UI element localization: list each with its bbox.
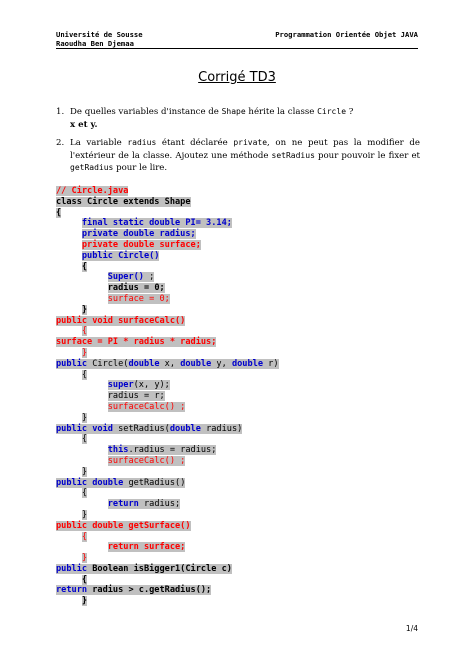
code-line [56, 510, 426, 521]
code-token: { [81, 434, 88, 445]
code-highlight [56, 564, 232, 574]
header-rule [56, 48, 418, 49]
code-highlight [56, 478, 185, 488]
code-token: public [56, 477, 88, 488]
code-token: surfaceCalc() ; [107, 455, 186, 466]
code-line [56, 370, 426, 381]
code-token: public void surfaceCalc() [56, 315, 186, 326]
code-highlight [56, 521, 191, 531]
code-highlight [108, 499, 180, 509]
code-line [56, 575, 426, 586]
question-text: pour pouvoir le fixer et [314, 150, 421, 161]
code-token: } [81, 509, 88, 520]
code-highlight [82, 575, 87, 585]
code-highlight [82, 413, 87, 423]
code-line [56, 316, 426, 327]
question-text: étant déclarée [156, 138, 234, 148]
code-token: Boolean isBigger1(Circle c) [87, 563, 232, 574]
code-token: r) [263, 358, 279, 369]
code-token: { [81, 531, 88, 542]
code-line [56, 359, 426, 370]
code-token: class Circle extends Shape [56, 196, 191, 207]
code-highlight [82, 251, 160, 261]
code-line [56, 585, 426, 596]
answer-text: x et y. [70, 119, 98, 130]
code-token: { [81, 261, 88, 272]
code-token: private double radius; [81, 229, 196, 240]
code-token: surface = 0; [107, 293, 170, 304]
code-token: y, [211, 358, 232, 369]
code-line [56, 553, 426, 564]
code-token: public [56, 563, 88, 574]
question-text: De quelles variables d'instance de [70, 107, 222, 117]
code-highlight [82, 510, 87, 520]
code-highlight [108, 402, 186, 412]
code-line [56, 337, 426, 348]
code-token: (x, y); [133, 380, 170, 391]
code-token: private double surface; [81, 239, 201, 250]
code-token: return [107, 499, 139, 510]
code-token: // Circle.java [56, 186, 129, 196]
code-line [56, 456, 426, 467]
code-highlight [82, 553, 87, 563]
code-line [56, 402, 426, 413]
code-token: radius > c.getRadius(); [87, 585, 212, 596]
code-token: { [81, 574, 88, 585]
code-token: { [56, 207, 62, 218]
code-term: radius [127, 138, 157, 147]
code-line [56, 197, 426, 208]
code-highlight [108, 272, 155, 282]
question-number: 2. [56, 138, 65, 148]
code-token: return surface; [107, 542, 186, 553]
code-token: double [180, 358, 212, 369]
code-line [56, 186, 426, 197]
code-highlight [56, 359, 279, 369]
code-token: { [81, 488, 88, 499]
code-line [56, 240, 426, 251]
code-highlight [56, 186, 128, 196]
code-highlight [82, 532, 87, 542]
code-highlight [82, 218, 232, 228]
code-token: super [107, 380, 134, 391]
code-highlight [82, 488, 87, 498]
code-term: setRadius [271, 150, 315, 160]
code-line [56, 229, 426, 240]
code-line [56, 272, 426, 283]
code-listing [56, 186, 426, 607]
code-highlight [82, 348, 87, 358]
code-line [56, 413, 426, 424]
code-highlight [108, 391, 165, 401]
page-header-left [56, 30, 143, 48]
code-highlight [82, 262, 87, 272]
code-term: private [233, 138, 268, 147]
code-line [56, 445, 426, 456]
question-text: pour le lire. [113, 163, 168, 173]
code-token: } [81, 347, 88, 358]
author-name: Raoudha Ben Djemaa [56, 39, 134, 48]
code-token: final static double PI= 3.14; [81, 218, 232, 229]
code-highlight [108, 294, 170, 304]
code-line [56, 294, 426, 305]
code-highlight [82, 229, 196, 239]
question-number: 1. [56, 107, 65, 117]
code-token: { [81, 369, 88, 380]
code-highlight [108, 542, 186, 552]
document-title: Corrigé TD3 [198, 70, 276, 85]
code-highlight [82, 326, 87, 336]
code-token: radius = r; [107, 391, 165, 402]
code-highlight [82, 305, 87, 315]
code-highlight [108, 283, 165, 293]
code-line [56, 262, 426, 273]
code-token: public [56, 358, 88, 369]
code-highlight [56, 197, 191, 207]
question-text: hérite la classe [245, 107, 318, 117]
code-line [56, 521, 426, 532]
code-token: public double getSurface() [56, 520, 191, 531]
code-token: getRadius() [123, 477, 186, 488]
code-token: .radius = radius; [128, 445, 217, 456]
code-highlight [56, 208, 61, 218]
code-line [56, 564, 426, 575]
code-token: void [92, 423, 113, 434]
code-line [56, 532, 426, 543]
code-highlight [56, 424, 242, 434]
code-token: surfaceCalc() ; [107, 401, 186, 412]
question-2 [56, 137, 421, 175]
code-highlight [56, 316, 185, 326]
code-line [56, 348, 426, 359]
code-highlight [82, 240, 201, 250]
code-highlight [108, 380, 170, 390]
code-token: public [56, 423, 88, 434]
code-token: Circle( [87, 358, 129, 369]
page-number: 1/4 [405, 624, 418, 633]
code-token: { [81, 326, 88, 337]
code-line [56, 542, 426, 553]
university-name: Université de Sousse [56, 30, 143, 39]
code-line [56, 424, 426, 435]
code-line [56, 305, 426, 316]
code-line [56, 596, 426, 607]
code-line [56, 478, 426, 489]
code-highlight [82, 434, 87, 444]
code-token: setRadius( [112, 423, 170, 434]
code-line [56, 391, 426, 402]
code-highlight [108, 445, 217, 455]
question-text: ? [346, 107, 354, 117]
code-highlight [82, 596, 87, 606]
code-token: } [81, 412, 88, 423]
code-token: } [81, 304, 88, 315]
code-token: ; [143, 272, 155, 283]
code-line [56, 380, 426, 391]
code-line [56, 326, 426, 337]
code-token: double [92, 477, 124, 488]
code-token: } [81, 596, 88, 607]
code-line [56, 499, 426, 510]
code-token: public Circle() [81, 250, 160, 261]
code-token: double [128, 358, 160, 369]
code-token: } [81, 553, 88, 564]
code-token: this [107, 445, 129, 456]
code-highlight [82, 467, 87, 477]
code-token: x, [159, 358, 181, 369]
code-line [56, 283, 426, 294]
code-line [56, 218, 426, 229]
code-line [56, 208, 426, 219]
code-line [56, 251, 426, 262]
course-title: Programmation Orientée Objet JAVA [275, 30, 418, 39]
code-token: radius; [138, 499, 181, 510]
code-highlight [56, 337, 216, 347]
code-token: Super() [107, 272, 144, 283]
code-token: surface = PI * radius * radius; [56, 337, 217, 348]
question-text: , on ne peut pas la modifier de l'extérieur de la classe. Ajoutez une méthode [70, 138, 420, 161]
code-highlight [56, 585, 211, 595]
code-line [56, 434, 426, 445]
code-token: radius = 0; [107, 283, 165, 294]
code-token: double [169, 423, 201, 434]
code-token: radius) [200, 423, 243, 434]
code-term: getRadius [70, 163, 114, 172]
code-token: } [81, 466, 88, 477]
code-highlight [82, 370, 87, 380]
code-term: Shape [221, 107, 246, 116]
code-highlight [108, 456, 186, 466]
code-token: double [231, 358, 263, 369]
question-text: La variable [70, 138, 128, 148]
question-1 [56, 106, 420, 131]
code-term: Circle [317, 107, 347, 116]
code-line [56, 488, 426, 499]
code-token: return [56, 585, 88, 596]
code-line [56, 467, 426, 478]
